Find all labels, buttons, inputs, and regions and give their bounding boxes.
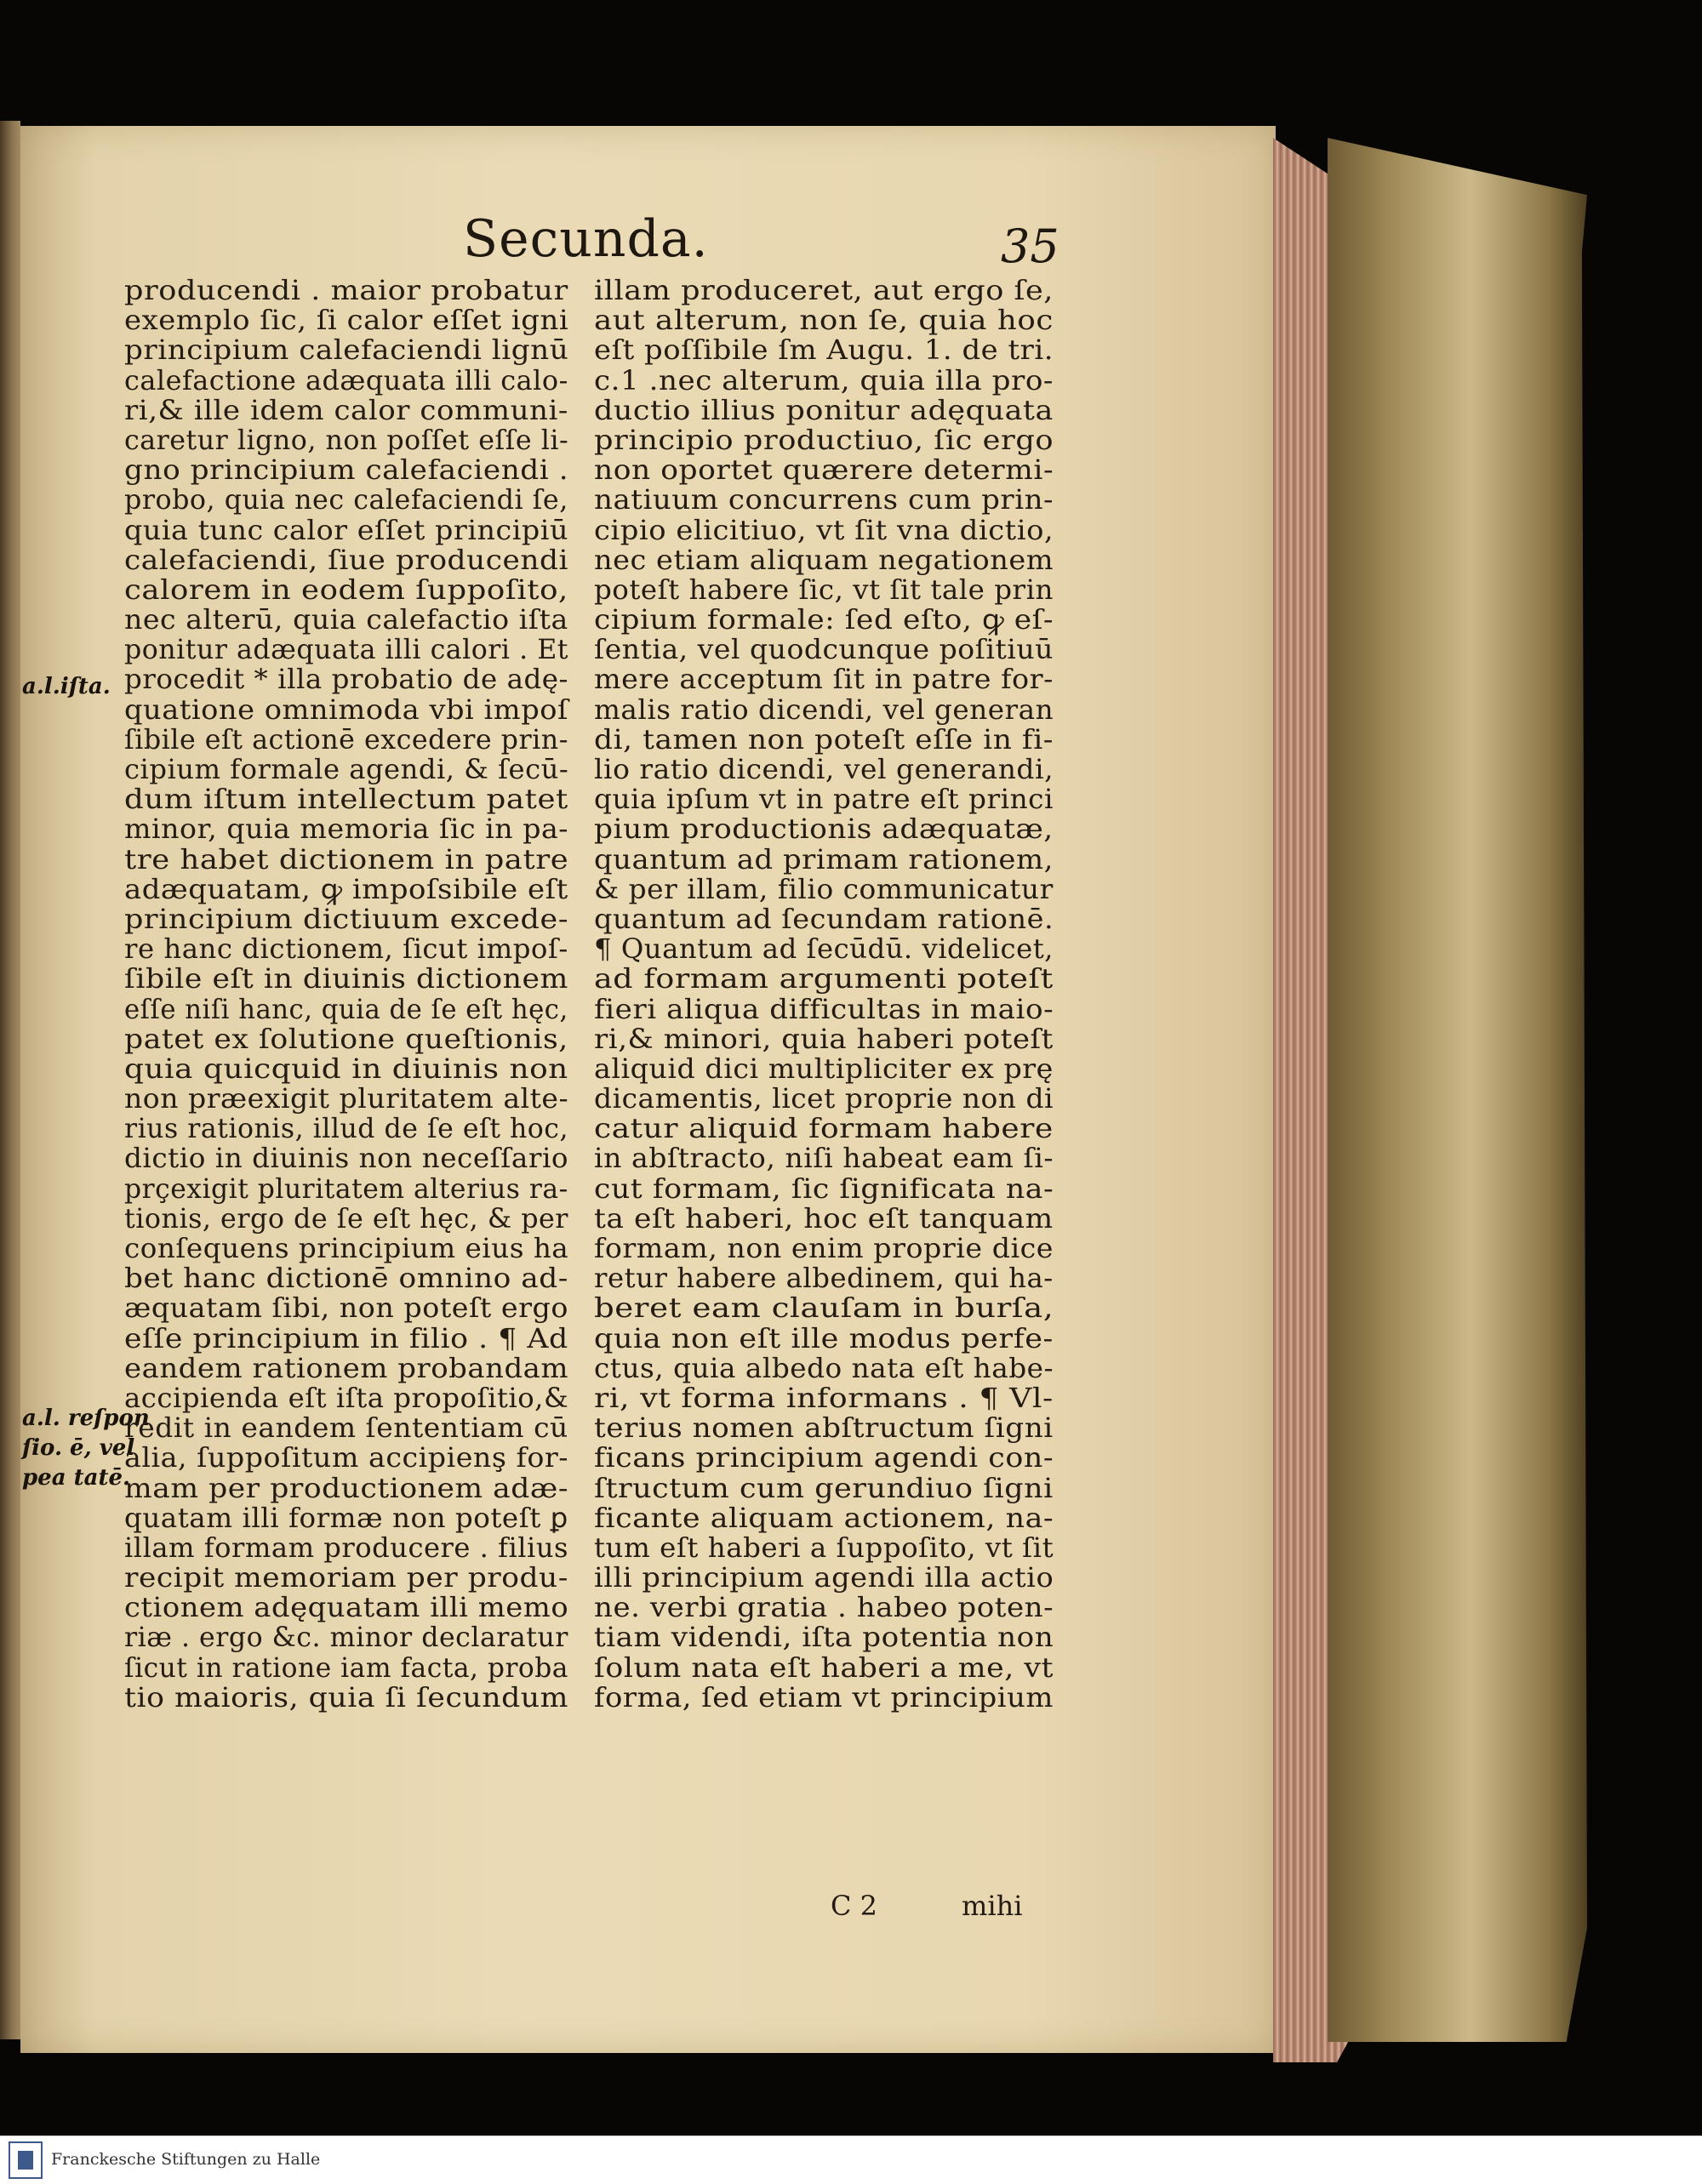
text-line: catur aliquid formam habere xyxy=(594,1112,1054,1145)
text-line: tionis, ergo de ſe eſt hęc, & per xyxy=(124,1201,568,1235)
text-line: non oportet quærere determi- xyxy=(594,453,1054,487)
text-line: caretur ligno, non poſſet eſſe li- xyxy=(124,423,569,456)
text-line: non præexigit pluritatem alte- xyxy=(124,1082,569,1115)
text-line: quatione omnimoda vbi impoſ xyxy=(124,693,569,726)
institution-credit: Franckesche Stiftungen zu Halle xyxy=(51,2150,321,2169)
text-line: ad formam argumenti poteſt xyxy=(594,962,1054,995)
text-line: principium calefaciendi lignū xyxy=(124,334,569,367)
text-line: rius rationis, illud de ſe eſt hoc, xyxy=(124,1112,568,1145)
text-line: calorem in eodem ſuppoſito, xyxy=(124,573,568,606)
text-line: dictio in diuinis non neceſſario xyxy=(124,1142,569,1175)
text-line: ta eſt haberi, hoc eſt tanquam xyxy=(594,1201,1054,1235)
text-line: procedit * illa probatio de adę- xyxy=(124,663,569,696)
text-line: ri,& ille idem calor communi- xyxy=(124,393,568,426)
marginal-note: pea tatē. xyxy=(22,1465,131,1491)
text-line: ſtructum cum gerundiuo ſigni xyxy=(594,1471,1054,1504)
text-line: producendi . maior probatur xyxy=(124,274,568,306)
text-line: beret eam clauſam in burſa, xyxy=(594,1292,1054,1325)
catchword: mihi xyxy=(962,1890,1023,1922)
text-line: prçexigit pluritatem alterius ra- xyxy=(124,1172,568,1205)
text-line: illam produceret, aut ergo ſe, xyxy=(594,274,1054,306)
text-line: calefactione adæquata illi calo- xyxy=(124,363,568,396)
text-line: dicamentis, licet proprie non di xyxy=(594,1082,1054,1115)
text-line: exemplo ſic, ſi calor eſſet igni xyxy=(124,304,569,337)
text-line: malis ratio dicendi, vel generan xyxy=(594,693,1054,726)
text-line: pium productionis adæquatæ, xyxy=(594,813,1054,846)
text-line: ri, vt forma informans . ¶ Vl- xyxy=(594,1381,1054,1414)
text-line: ficans principium agendi con- xyxy=(594,1441,1054,1474)
text-line: natiuum concurrens cum prin- xyxy=(594,483,1054,516)
text-line: minor, quia memoria ſic in pa- xyxy=(124,813,569,846)
marginal-note: a.l.iſta. xyxy=(22,674,111,699)
text-line: æquatam ſibi, non poteſt ergo xyxy=(124,1292,568,1325)
text-line: redit in eandem ſententiam cū xyxy=(124,1411,568,1445)
text-line: aut alterum, non ſe, quia hoc xyxy=(594,304,1054,337)
text-line: riæ . ergo &c. minor declaratur xyxy=(124,1621,568,1654)
text-line: accipienda eſt iſta propoſitio,& xyxy=(124,1381,569,1414)
text-line: adæquatam, ꝙ impoſsibile eſt xyxy=(124,872,568,905)
text-line: ctus, quia albedo nata eſt habe- xyxy=(594,1351,1054,1384)
text-line: lio ratio dicendi, vel generandi, xyxy=(594,753,1054,785)
text-line: principio productiuo, ſic ergo xyxy=(594,423,1054,456)
text-line: cipium formale: ſed eſto, ꝙ eſ- xyxy=(594,603,1054,636)
footer-bar xyxy=(0,2136,1702,2184)
vellum-binding xyxy=(1328,138,1587,2042)
text-line: tio maioris, quia ſi ſecundum xyxy=(124,1680,568,1714)
text-line: illam formam producere . filius xyxy=(124,1531,569,1564)
text-line: quia quicquid in diuinis non xyxy=(124,1052,568,1085)
text-line: tiam videndi, iſta potentia non xyxy=(594,1621,1054,1654)
running-head: Secunda. xyxy=(463,209,709,269)
text-line: forma, ſed etiam vt principium xyxy=(594,1680,1054,1714)
text-line: fieri aliqua difficultas in maio- xyxy=(594,992,1054,1025)
text-line: recipit memoriam per produ- xyxy=(124,1561,568,1594)
page-number: 35 xyxy=(1001,220,1059,273)
text-line: re hanc dictionem, ſicut impoſ- xyxy=(124,932,568,966)
text-line: retur habere albedinem, qui ha- xyxy=(594,1262,1054,1295)
text-line: nec etiam aliquam negationem xyxy=(594,543,1054,576)
text-line: gno principium calefaciendi . xyxy=(124,453,569,487)
text-line: quatam illi formæ non poteſt ꝑ xyxy=(124,1501,568,1534)
institution-logo-icon xyxy=(9,2141,43,2179)
text-line: eſt poſſibile ſm Augu. 1. de tri. xyxy=(594,334,1054,367)
text-line: quantum ad ſecundam rationē. xyxy=(594,902,1054,935)
text-line: illi principium agendi illa actio xyxy=(594,1561,1054,1594)
text-column-left xyxy=(124,276,568,1713)
text-line: aliquid dici multipliciter ex prę xyxy=(594,1052,1054,1085)
signature-mark: C 2 xyxy=(831,1890,878,1922)
text-line: quia non eſt ille modus perfe- xyxy=(594,1321,1054,1354)
text-line: quia ipſum vt in patre eſt princi xyxy=(594,783,1054,816)
text-line: ductio illius ponitur adęquata xyxy=(594,393,1054,426)
text-line: poteſt habere ſic, vt ſit tale prin xyxy=(594,573,1054,606)
text-line: eſſe niſi hanc, quia de ſe eſt hęc, xyxy=(124,992,568,1025)
text-line: eandem rationem probandam xyxy=(124,1351,569,1384)
text-column-right xyxy=(594,276,1054,1713)
text-line: mere acceptum ſit in patre for- xyxy=(594,663,1054,696)
text-line: patet ex ſolutione queſtionis, xyxy=(124,1022,568,1055)
text-line: formam, non enim proprie dice xyxy=(594,1232,1054,1264)
text-line: probo, quia nec calefaciendi ſe, xyxy=(124,483,568,516)
text-line: ſolum nata eſt haberi a me, vt xyxy=(594,1651,1054,1684)
text-line: in abſtracto, niſi habeat eam ſi- xyxy=(594,1142,1054,1175)
left-page-edge xyxy=(0,121,20,2039)
text-line: mam per productionem adæ- xyxy=(124,1471,569,1504)
text-line: bet hanc dictionē omnino ad- xyxy=(124,1262,568,1295)
text-line: ſentia, vel quodcunque poſitiuū xyxy=(594,633,1054,666)
text-line: nec alterū, quia calefactio iſta xyxy=(124,603,568,636)
text-line: principium dictiuum excede- xyxy=(124,902,569,935)
text-line: ne. verbi gratia . habeo poten- xyxy=(594,1591,1054,1624)
text-line: dum iſtum intellectum patet xyxy=(124,783,568,816)
marginal-note: ſio. ē, vel xyxy=(22,1435,135,1461)
text-line: eſſe principium in filio . ¶ Ad xyxy=(124,1321,568,1354)
text-line: ¶ Quantum ad ſecūdū. videlicet, xyxy=(594,932,1054,966)
text-line: conſequens principium eius ha xyxy=(124,1232,569,1264)
text-line: quia tunc calor eſſet principiū xyxy=(124,513,568,546)
text-line: ſibile eſt in diuinis dictionem xyxy=(124,962,568,995)
text-line: terius nomen abſtructum ſigni xyxy=(594,1411,1054,1445)
text-line: quantum ad primam rationem, xyxy=(594,842,1054,875)
text-line: ficante aliquam actionem, na- xyxy=(594,1501,1054,1534)
text-line: tum eſt haberi a ſuppoſito, vt ſit xyxy=(594,1531,1054,1564)
marginal-note: a.l. reſpon xyxy=(22,1406,150,1431)
text-line: di, tamen non poteſt eſſe in fi- xyxy=(594,722,1054,756)
text-line: cipium formale agendi, & ſecū- xyxy=(124,753,569,785)
text-line: cipio elicitiuo, vt ſit vna dictio, xyxy=(594,513,1054,546)
text-line: ri,& minori, quia haberi poteſt xyxy=(594,1022,1054,1055)
text-line: & per illam, filio communicatur xyxy=(594,872,1054,905)
text-line: c.1 .nec alterum, quia illa pro- xyxy=(594,363,1054,396)
text-line: tre habet dictionem in patre xyxy=(124,842,569,875)
text-line: cut formam, ſic ſignificata na- xyxy=(594,1172,1054,1205)
text-line: alia, ſuppoſitum accipienş for- xyxy=(124,1441,569,1474)
text-line: calefaciendi, ſiue producendi xyxy=(124,543,568,576)
text-line: ſibile eſt actionē excedere prin- xyxy=(124,722,568,756)
text-line: ſicut in ratione iam facta, proba xyxy=(124,1651,568,1684)
text-line: ponitur adæquata illi calori . Et xyxy=(124,633,569,666)
text-line: ctionem adęquatam illi memo xyxy=(124,1591,569,1624)
